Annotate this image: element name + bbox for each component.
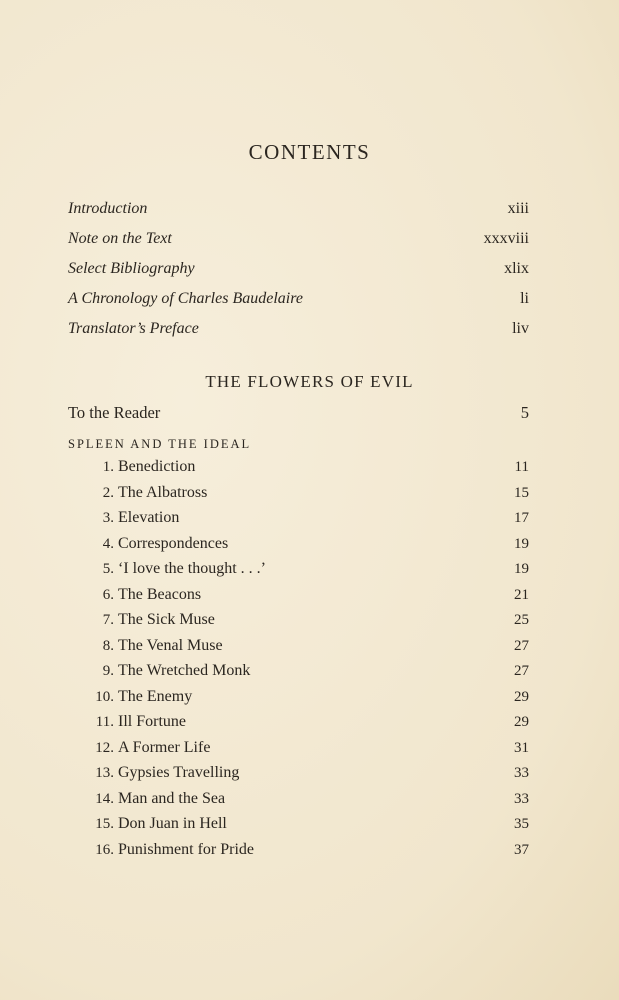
toc-entry-page: xiii bbox=[507, 200, 529, 217]
poem-entry bbox=[68, 841, 529, 867]
poem-page: 27 bbox=[514, 637, 529, 654]
toc-entry bbox=[68, 200, 529, 230]
poem-title: Elevation bbox=[118, 509, 180, 526]
poem-number: 16. bbox=[95, 841, 114, 858]
poem-title: The Albatross bbox=[118, 483, 208, 501]
toc-entry bbox=[68, 260, 529, 290]
poem-page: 33 bbox=[514, 765, 529, 781]
poem-number: 4. bbox=[102, 535, 114, 552]
poem-title: The Sick Muse bbox=[118, 611, 215, 628]
poem-number: 5. bbox=[102, 561, 114, 577]
poem-entry bbox=[68, 484, 529, 510]
poem-number: 12. bbox=[95, 739, 114, 756]
poem-page: 35 bbox=[514, 816, 529, 832]
poem-number: 8. bbox=[102, 637, 114, 654]
poem-list bbox=[68, 458, 529, 866]
subsection-heading: SPLEEN AND THE IDEAL bbox=[68, 437, 252, 451]
poem-title: The Wretched Monk bbox=[118, 662, 251, 679]
poem-title: Correspondences bbox=[118, 534, 229, 552]
toc-entry-page: xxxviii bbox=[483, 230, 529, 247]
poem-page: 31 bbox=[514, 739, 529, 756]
poem-entry bbox=[68, 790, 529, 816]
poem-number: 2. bbox=[102, 484, 114, 501]
poem-entry bbox=[68, 509, 529, 535]
toc-entry-to-the-reader bbox=[68, 403, 529, 423]
poem-entry bbox=[68, 637, 529, 663]
front-matter-list bbox=[68, 200, 529, 350]
toc-entry-label: Translator’s Preface bbox=[68, 320, 199, 337]
toc-entry bbox=[68, 320, 529, 350]
toc-entry-label: Note on the Text bbox=[68, 230, 172, 247]
poem-page: 37 bbox=[514, 841, 529, 858]
poem-entry bbox=[68, 688, 529, 714]
toc-entry-label: A Chronology of Charles Baudelaire bbox=[68, 290, 303, 307]
poem-page: 29 bbox=[514, 688, 529, 705]
poem-title: Gypsies Travelling bbox=[118, 764, 240, 781]
poem-title: ‘I love the thought . . .’ bbox=[118, 560, 266, 577]
poem-number: 10. bbox=[95, 688, 114, 705]
poem-page: 19 bbox=[514, 535, 529, 552]
poem-title: The Beacons bbox=[118, 585, 202, 603]
toc-entry-page: liv bbox=[512, 320, 529, 337]
poem-page: 29 bbox=[514, 714, 529, 730]
poem-entry bbox=[68, 560, 529, 586]
poem-page: 17 bbox=[514, 510, 529, 526]
poem-title: Benediction bbox=[118, 458, 196, 475]
poem-title: Don Juan in Hell bbox=[118, 815, 227, 832]
toc-entry-page: 5 bbox=[520, 403, 529, 422]
poem-entry bbox=[68, 662, 529, 688]
poem-page: 19 bbox=[514, 561, 529, 577]
toc-entry-page: xlix bbox=[504, 260, 529, 277]
toc-entry-label: Introduction bbox=[68, 200, 148, 217]
poem-number: 15. bbox=[95, 816, 114, 832]
poem-title: The Venal Muse bbox=[118, 636, 223, 654]
poem-page: 15 bbox=[514, 484, 529, 501]
poem-entry bbox=[68, 535, 529, 561]
poem-number: 1. bbox=[102, 459, 114, 475]
poem-entry bbox=[68, 739, 529, 765]
poem-entry bbox=[68, 458, 529, 484]
poem-title: A Former Life bbox=[118, 738, 211, 756]
poem-entry bbox=[68, 611, 529, 637]
poem-entry bbox=[68, 586, 529, 612]
poem-number: 14. bbox=[95, 790, 114, 807]
poem-page: 21 bbox=[514, 586, 529, 603]
poem-number: 9. bbox=[102, 663, 114, 679]
poem-title: The Enemy bbox=[118, 687, 193, 705]
toc-entry-label: To the Reader bbox=[68, 403, 161, 422]
toc-entry-label: Select Bibliography bbox=[68, 260, 195, 277]
poem-title: Man and the Sea bbox=[118, 789, 226, 807]
poem-number: 3. bbox=[102, 510, 114, 526]
poem-page: 27 bbox=[514, 663, 529, 679]
poem-page: 33 bbox=[514, 790, 529, 807]
poem-number: 11. bbox=[95, 714, 114, 730]
poem-page: 11 bbox=[514, 459, 529, 475]
poem-entry bbox=[68, 713, 529, 739]
poem-entry bbox=[68, 815, 529, 841]
poem-number: 13. bbox=[95, 765, 114, 781]
toc-entry-page: li bbox=[520, 290, 529, 307]
poem-page: 25 bbox=[514, 612, 529, 628]
page-title: CONTENTS bbox=[248, 140, 371, 164]
section-heading: THE FLOWERS OF EVIL bbox=[205, 372, 414, 391]
poem-number: 6. bbox=[102, 586, 114, 603]
poem-title: Punishment for Pride bbox=[118, 840, 254, 858]
toc-entry bbox=[68, 290, 529, 320]
toc-entry bbox=[68, 230, 529, 260]
poem-title: Ill Fortune bbox=[118, 713, 186, 730]
poem-entry bbox=[68, 764, 529, 790]
poem-number: 7. bbox=[102, 612, 114, 628]
